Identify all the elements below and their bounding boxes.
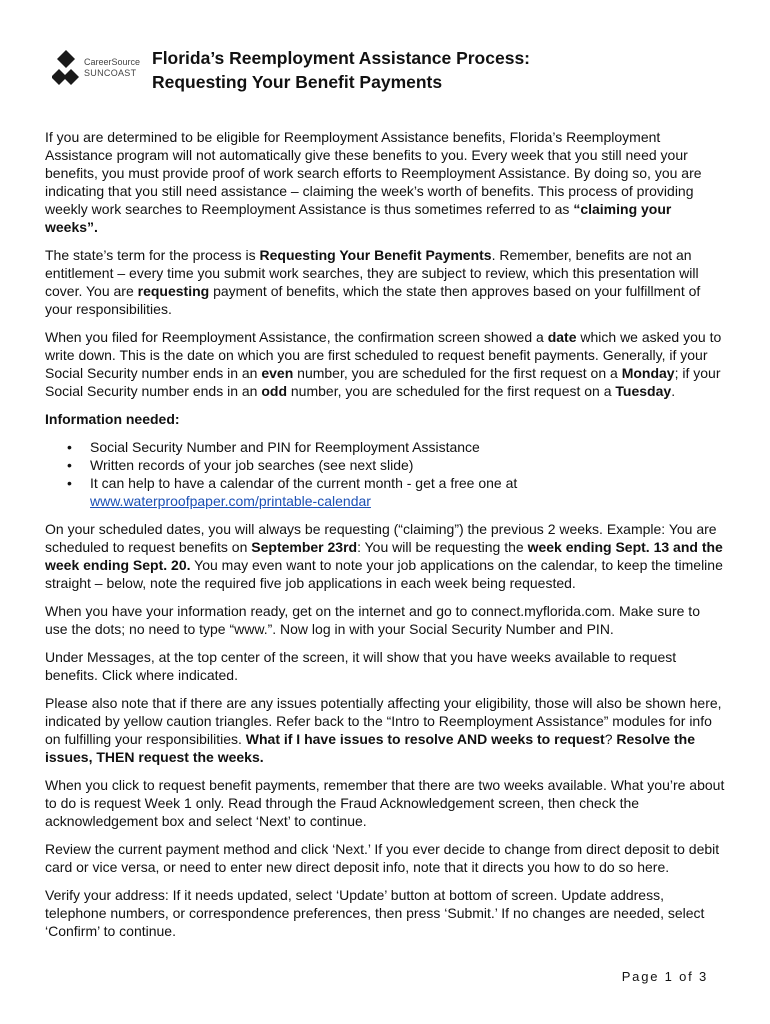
text: payment of benefits, which the state then approves based on your fulfillment of your responsibilities. — [45, 283, 701, 317]
text: When you filed for Reemployment Assistance, the confirmation screen showed a — [45, 329, 548, 345]
paragraph-issues — [45, 694, 725, 766]
text: If you are determined to be eligible for Reemployment Assistance benefits, Florida’s Reemployment Assistance program will not automatically give these benefits to you. Every week that you still need your benefits, you must provide proof of work search efforts to Reemployment Assistance. By doing so, you are indicating that you still need assistance – claiming the week’s worth of benefits. This process of providing weekly work searches to Reemployment Assistance is thus sometimes referred to as — [45, 129, 702, 217]
text: . Remember, benefits are not an entitlement – every time you submit work searches, they are subject to review, which this presentation will cover. You are — [45, 247, 699, 299]
page-title — [152, 46, 530, 94]
bold-text: even — [261, 365, 294, 381]
bold-text: requesting — [137, 283, 210, 299]
text: You may even want to note your job applications on the calendar, to keep the timeline straight – below, note the required five job applications in each week being requested. — [45, 557, 723, 591]
bold-text: Monday — [621, 365, 675, 381]
document-body — [45, 128, 725, 950]
careersource-suncoast-logo — [52, 48, 144, 88]
list-item: • Written records of your job searches (see next slide) — [45, 456, 725, 474]
text: . — [671, 383, 676, 399]
bold-text: Information needed: — [45, 411, 180, 427]
bold-text: week ending Sept. 13 and the week ending Sept. 20. — [45, 539, 723, 573]
logo-text-suncoast: SUNCOAST — [84, 68, 137, 78]
paragraph-messages: Under Messages, at the top center of the screen, it will show that you have weeks available to request benefits. Click where indicated. — [45, 649, 677, 683]
page-number: Page 1 of 3 — [621, 969, 708, 984]
paragraph-state-term — [45, 246, 725, 318]
calendar-link[interactable]: www.waterproofpaper.com/printable-calendar — [90, 493, 371, 509]
info-needed-heading — [45, 410, 725, 428]
bold-text: date — [547, 329, 577, 345]
paragraph-request-payments: When you click to request benefit payments, remember that there are two weeks available. What you’re about to do is request Week 1 only. Read through the Fraud Acknowledgement screen, then check the acknowledgement box and select ‘Next’ to continue. — [45, 777, 725, 829]
title-line-2: Requesting Your Benefit Payments — [152, 72, 443, 92]
bold-text: Tuesday — [615, 383, 672, 399]
logo-diamond-icon — [52, 48, 82, 88]
text: On your scheduled dates, you will always be requesting (“claiming”) the previous 2 weeks. Example: You are scheduled to request benefits on — [45, 521, 717, 555]
list-item: • Social Security Number and PIN for Reemployment Assistance — [45, 438, 725, 456]
bold-text: “claiming your weeks”. — [45, 201, 672, 235]
title-line-1: Florida’s Reemployment Assistance Process: — [152, 48, 531, 68]
bold-text: September 23rd — [251, 539, 358, 555]
logo-text-careersource: CareerSource — [84, 57, 141, 67]
paragraph-eligibility — [45, 128, 725, 236]
text: The state’s term for the process is — [45, 247, 260, 263]
bold-text: Resolve the issues, THEN request the weeks. — [45, 731, 695, 765]
list-item — [45, 474, 725, 510]
paragraph-login: When you have your information ready, get on the internet and go to connect.myflorida.com. Make sure to use the dots; no need to type “www.”. Now log in with your Social Security Number and PIN. — [45, 603, 700, 637]
paragraph-confirmation-date — [45, 328, 725, 400]
paragraph-scheduled-dates — [45, 520, 725, 592]
text: ; if your Social Security number ends in an — [45, 365, 721, 399]
text: It can help to have a calendar of the current month - get a free one at — [90, 475, 518, 491]
paragraph-payment-method: Review the current payment method and click ‘Next.’ If you ever decide to change from direct deposit to debit card or vice versa, or need to enter new direct deposit info, note that it directs you how to do so here. — [45, 841, 720, 875]
info-needed-list — [45, 438, 725, 510]
bold-text: odd — [261, 383, 287, 399]
bold-text: What if I have issues to resolve AND weeks to request — [245, 731, 605, 747]
text: ? — [604, 731, 617, 747]
text: : You will be requesting the — [357, 539, 528, 555]
text: which we asked you to write down. This is the date on which you are first scheduled to request benefit payments. Generally, if your Social Security number ends in an — [45, 329, 722, 381]
text: number, you are scheduled for the first request on a — [287, 383, 616, 399]
paragraph-verify-address: Verify your address: If it needs updated, select ‘Update’ button at bottom of screen. Update address, telephone numbers, or correspondence preferences, then press ‘Submit.’ If no changes are needed, select ‘Confirm’ to continue. — [45, 887, 705, 939]
text: Please also note that if there are any issues potentially affecting your eligibility, those will also be shown here, indicated by yellow caution triangles. Refer back to the “Intro to Reemployment Assistance” modules for info on fulfilling your responsibilities. — [45, 695, 722, 747]
text: number, you are scheduled for the first request on a — [293, 365, 622, 381]
bold-text: Requesting Your Benefit Payments — [259, 247, 492, 263]
